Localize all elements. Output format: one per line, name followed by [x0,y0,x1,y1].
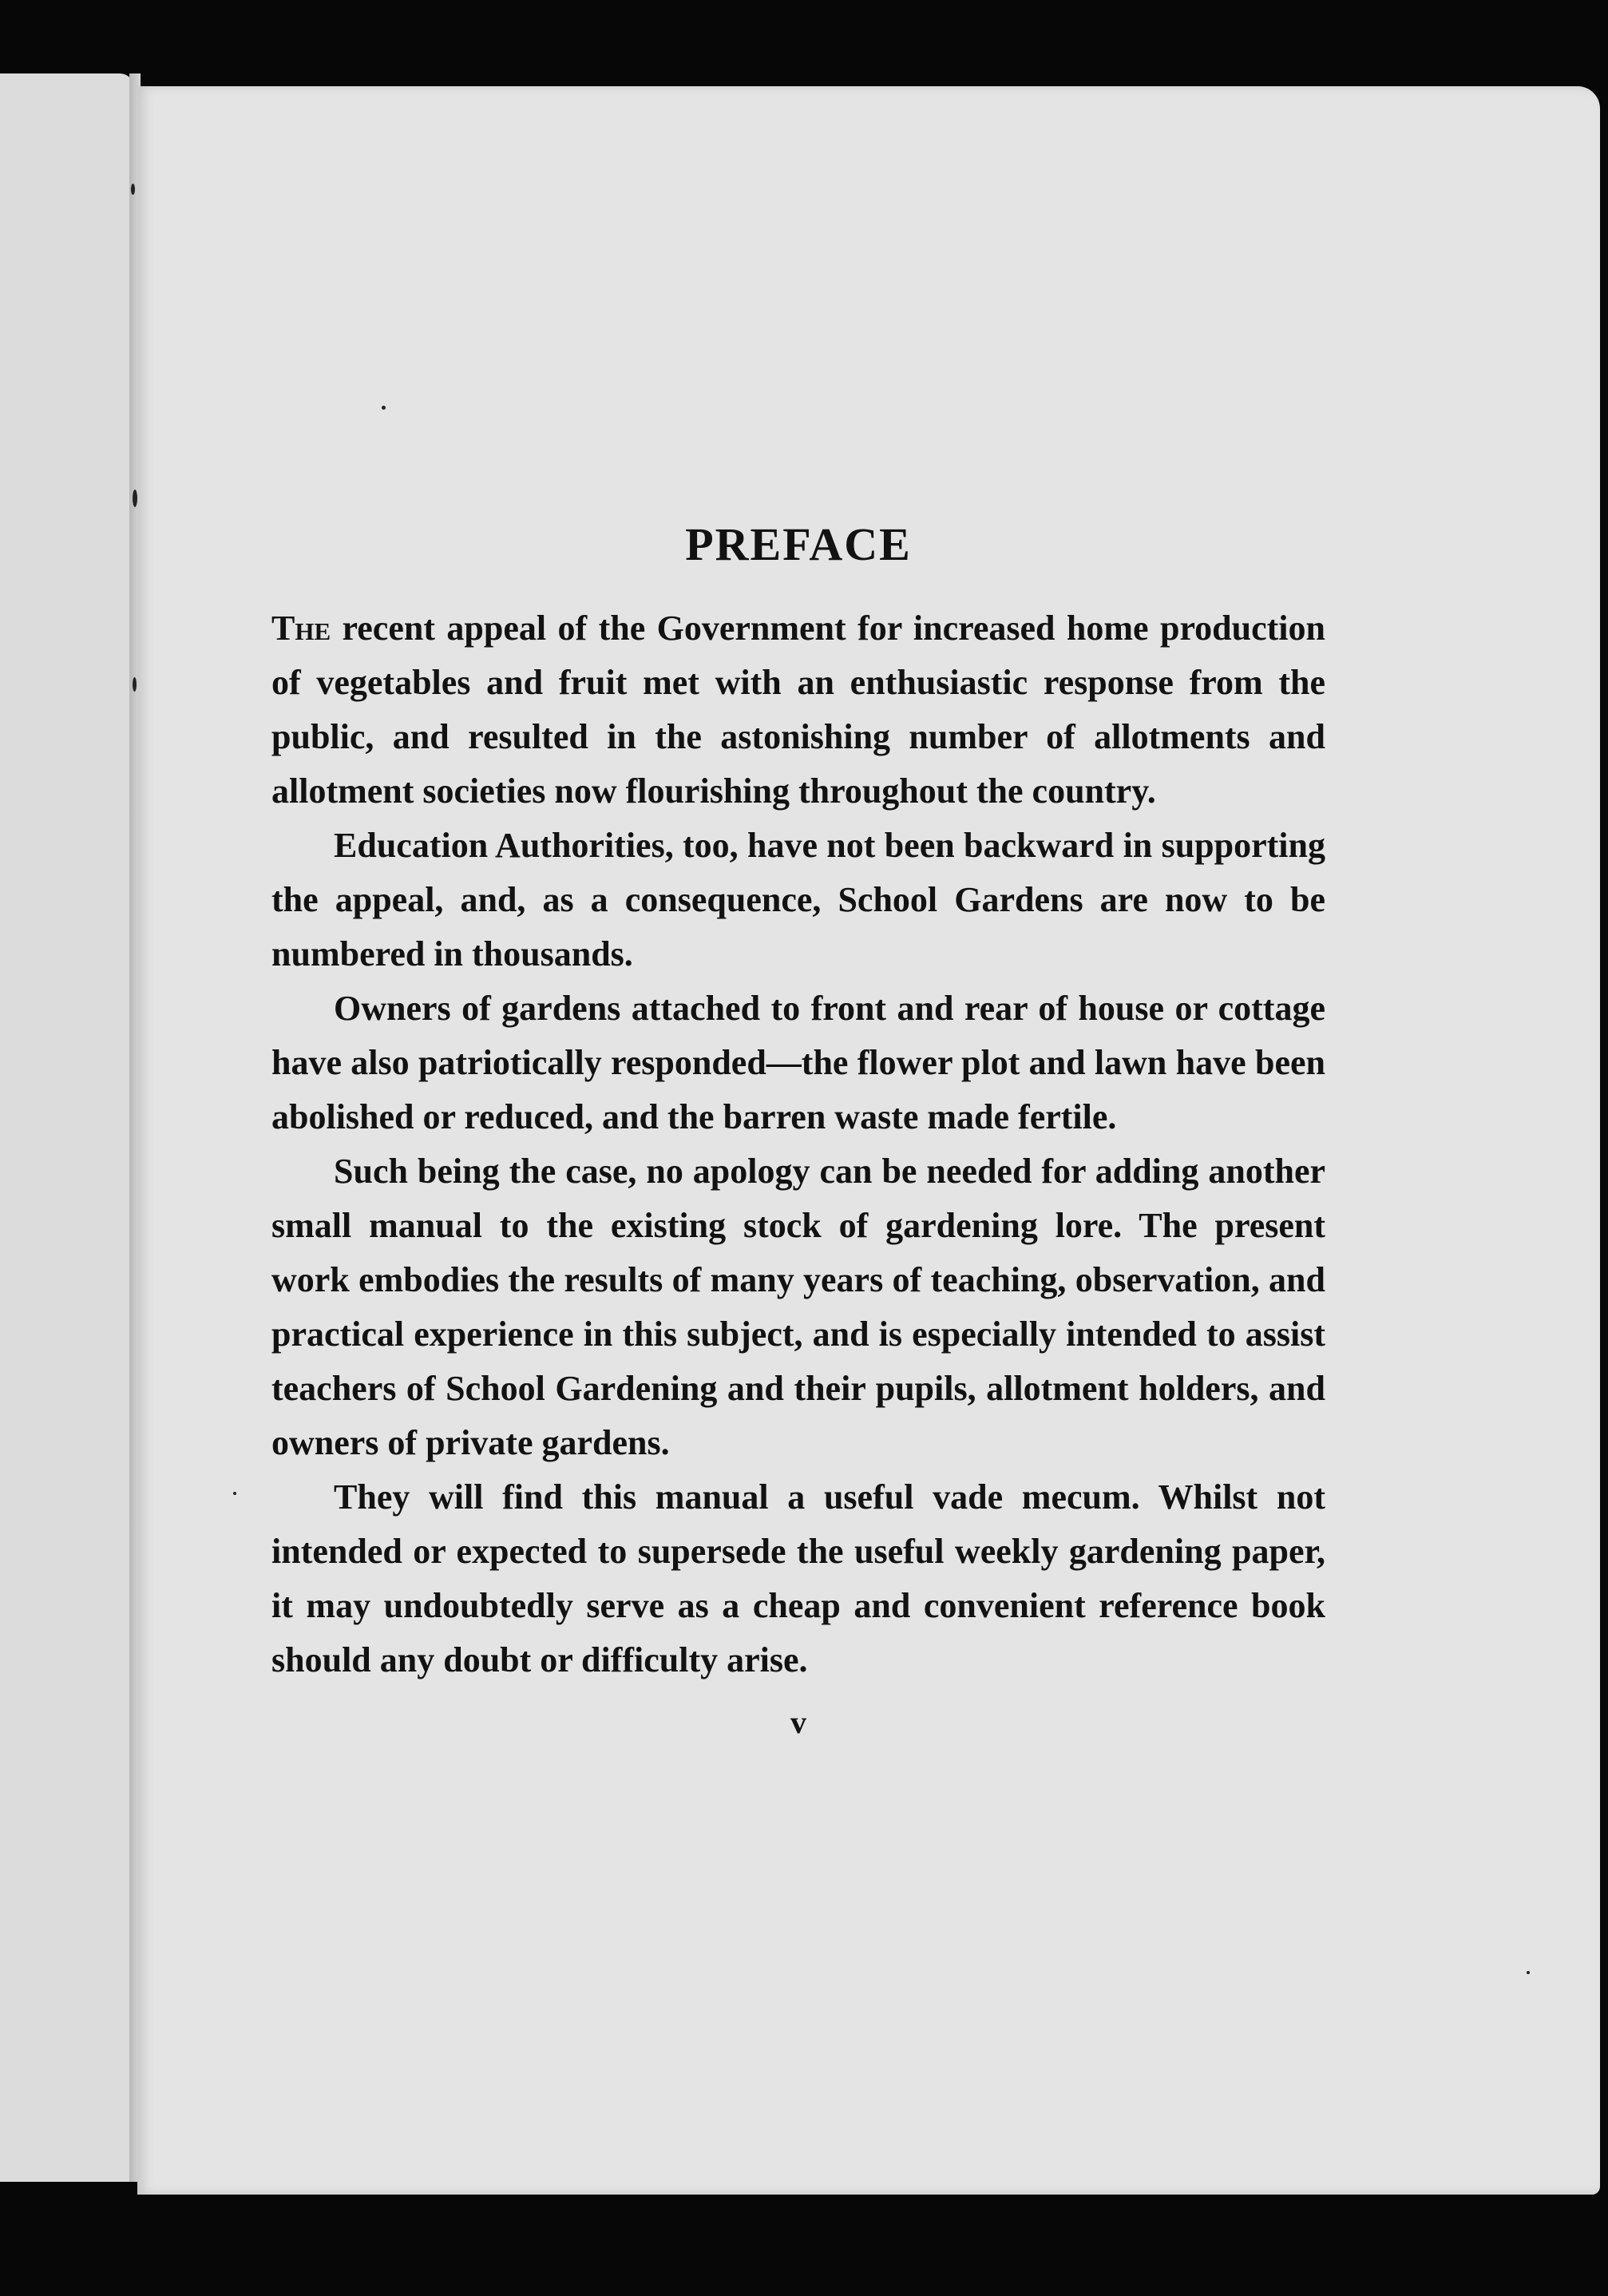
paragraph-text: recent appeal of the Government for increased home production of vegetables and fruit met with an enthusiastic response from the public, and resulted in the astonishing number of allotments and allotment societies now flourishing throughout the country. [271,609,1325,811]
paragraph-2: Education Authorities, too, have not been backward in supporting the appeal, and, as a consequence, School Gardens are now to be numbered in thousands. [271,826,1325,974]
paragraph-1 [271,601,1325,819]
page-speck [1527,1971,1530,1974]
page-speck [133,677,137,692]
paragraph-lead-word: The [271,609,331,648]
book-page [137,86,1600,2195]
paragraph-4: Such being the case, no apology can be needed for adding another small manual to the existing stock of gardening lore. The present work embodies the results of many years of teaching, observation, and practical experience in this subject, and is especially intended to assist teachers of School Gardening and their pupils, allotment holders, and owners of private gardens. [271,1152,1325,1462]
paragraph-5: They will find this manual a useful vade mecum. Whilst not intended or expected to supersede the useful weekly gardening paper, it may undoubtedly serve as a cheap and convenient reference book should any doubt or difficulty arise. [271,1477,1325,1679]
page-number: v [790,1704,806,1740]
paragraph-3: Owners of gardens attached to front and rear of house or cottage have also patriotically responded—the flower plot and lawn have been abolished or reduced, and the barren waste made fertile. [271,989,1325,1136]
page-speck [131,184,135,195]
page-title: PREFACE [685,518,912,570]
page-speck [133,490,137,507]
page-content [271,517,1325,1741]
page-speck [233,1492,236,1495]
page-speck [382,406,386,410]
left-page-edge [0,73,134,2182]
